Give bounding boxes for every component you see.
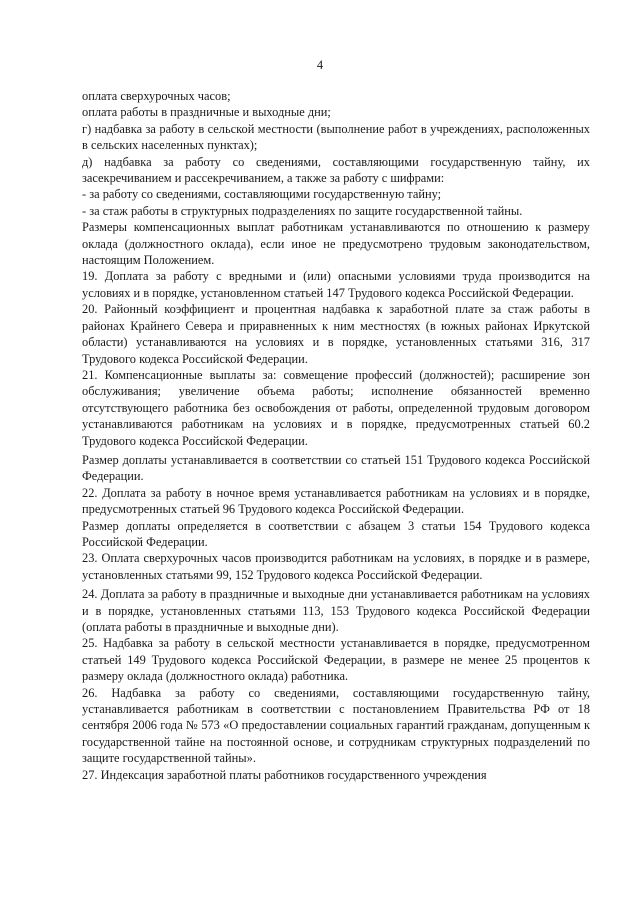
paragraph-19: 19. Доплата за работу с вредными и (или) опасными условиями труда производится на условиях и в порядке, установленном статьей 147 Трудового кодекса Российской Федерации. bbox=[82, 269, 590, 300]
paragraph-state-secret-work: - за работу со сведениями, составляющими государственную тайну; bbox=[82, 187, 442, 202]
paragraph-20: 20. Районный коэффициент и процентная надбавка к заработной плате за стаж работы в районах Крайнего Севера и приравненных к ним местностях (в южных районах Иркутской области) устанавливаются на условиях и в порядке, установленных статьями 316, 317 Трудового кодекса Российской Федерации. bbox=[82, 302, 590, 366]
paragraph-compensation-amounts: Размеры компенсационных выплат работникам устанавливаются по отношению к размеру оклада (должностного оклада), если иное не предусмотрено трудовым законодательством, настоящим Положением. bbox=[82, 220, 590, 268]
paragraph-rural-allowance: г) надбавка за работу в сельской местности (выполнение работ в учреждениях, расположенных в сельских населенных пунктах); bbox=[82, 121, 590, 153]
paragraph-overtime-pay: оплата сверхурочных часов; bbox=[82, 89, 231, 103]
paragraph-22-amount: Размер доплаты определяется в соответствии с абзацем 3 статьи 154 Трудового кодекса Российской Федерации. bbox=[82, 518, 590, 549]
paragraph-24: 24. Доплата за работу в праздничные и выходные дни устанавливается работникам на условиях и в порядке, установленных статьями 113, 153 Трудового кодекса Российской Федерации (оплата работы в праздничные и выходные дни). bbox=[82, 587, 590, 634]
page-number: 4 bbox=[316, 58, 324, 72]
paragraph-23: 23. Оплата сверхурочных часов производится работникам на условиях, в порядке и в размере, установленных статьями 99, 152 Трудового кодекса Российской Федерации. bbox=[82, 551, 590, 582]
paragraph-21-amount: Размер доплаты устанавливается в соответствии со статьей 151 Трудового кодекса Российской Федерации. bbox=[82, 452, 590, 484]
paragraph-state-secret-tenure: - за стаж работы в структурных подразделениях по защите государственной тайны. bbox=[82, 203, 523, 218]
paragraph-22: 22. Доплата за работу в ночное время устанавливается работникам на условиях и в порядке, предусмотренных статьей 96 Трудового кодекса Российской Федерации. bbox=[82, 485, 590, 517]
paragraph-21: 21. Компенсационные выплаты за: совмещение профессий (должностей); расширение зон обслуживания; увеличение объема работы; исполнение обязанностей временно отсутствующего работника без освобождения от работы, определенной трудовым договором устанавливаются работникам на условиях и в порядке, предусмотренных статьей 60.2 Трудового кодекса Российской Федерации. bbox=[82, 367, 590, 448]
paragraph-25: 25. Надбавка за работу в сельской местности устанавливается в порядке, предусмотренном статьей 149 Трудового кодекса Российской Федерации, в размере не менее 25 процентов к размеру оклада (должностного оклада) работника. bbox=[82, 636, 590, 684]
paragraph-26: 26. Надбавка за работу со сведениями, составляющими государственную тайну, устанавливается работникам в соответствии с постановлением Правительства РФ от 18 сентября 2006 года № 573 «О предоставлении социальных гарантий гражданам, допущенным к государственной тайне на постоянной основе, и сотрудникам структурных подразделений по защите государственной тайны». bbox=[82, 685, 590, 766]
paragraph-holiday-pay: оплата работы в праздничные и выходные дни; bbox=[82, 105, 331, 120]
document-body bbox=[82, 88, 590, 783]
paragraph-state-secret-allowance: д) надбавка за работу со сведениями, составляющими государственную тайну, их засекречиванием и рассекречиванием, а также за работу с шифрами: bbox=[82, 154, 590, 186]
paragraph-27: 27. Индексация заработной платы работников государственного учреждения bbox=[82, 767, 487, 782]
